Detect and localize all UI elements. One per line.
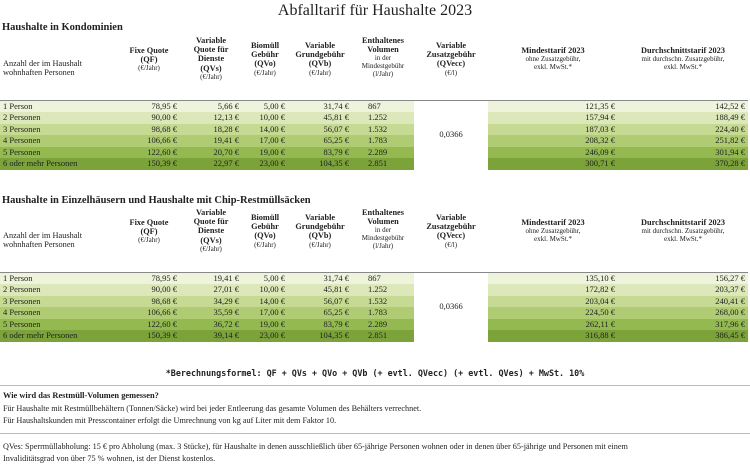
table-row	[0, 330, 748, 342]
table-row	[0, 158, 748, 170]
header-line: Fixe Quote	[129, 46, 169, 55]
header-line: (QVs)	[200, 63, 222, 73]
cell-mindesttarif: 246,09 €	[488, 147, 618, 159]
cell-persons: 1 Person	[0, 100, 118, 112]
cell-qvs: 27,01 €	[180, 284, 242, 296]
cell-durchschnittstarif: 301,94 €	[618, 147, 748, 159]
header-line: (QVo)	[254, 59, 276, 69]
header-sub-line: Mindestgebühr	[361, 234, 405, 243]
cell-mindesttarif: 208,32 €	[488, 135, 618, 147]
header-line: Enthaltenes	[362, 208, 404, 217]
header-line: Variable	[435, 41, 467, 50]
header-line: Grundgebühr	[295, 222, 345, 232]
page-title: Abfalltarif für Haushalte 2023	[277, 2, 473, 19]
tarif-table-kondominien	[0, 36, 748, 170]
header-unit: (€/Jahr)	[200, 72, 222, 81]
notes-title: Wie wird das Restmüll-Volumen gemessen?	[3, 391, 159, 400]
cell-persons: 6 oder mehr Personen	[0, 158, 118, 170]
notes-line-4: Invaliditätsgrad von über 75 % wohnen, ist der Dienst kostenlos.	[3, 454, 216, 463]
cell-persons: 6 oder mehr Personen	[0, 330, 118, 342]
cell-durchschnittstarif: 240,41 €	[618, 296, 748, 308]
header-variable-grund	[288, 36, 352, 100]
cell-volumen: 1.783	[352, 135, 414, 147]
header-sub-line: mit durchschn. Zusatzgebühr,	[641, 55, 725, 64]
cell-durchschnittstarif: 142,52 €	[618, 100, 748, 112]
table-row	[0, 124, 748, 136]
cell-persons: 4 Personen	[0, 135, 118, 147]
header-line: Quote für	[193, 217, 229, 227]
table-row	[0, 319, 748, 331]
cell-durchschnittstarif: 224,40 €	[618, 124, 748, 136]
cell-qf: 106,66 €	[118, 307, 180, 319]
cell-durchschnittstarif: 268,00 €	[618, 307, 748, 319]
cell-qvs: 36,72 €	[180, 319, 242, 331]
header-line: Gebühr	[251, 222, 279, 232]
header-variable-dienste	[180, 208, 242, 272]
cell-qvs: 39,14 €	[180, 330, 242, 342]
cell-volumen: 2.289	[352, 319, 414, 331]
header-persons	[0, 36, 118, 100]
cell-qvs: 19,41 €	[180, 135, 242, 147]
divider	[0, 385, 750, 386]
cell-qvb: 45,81 €	[288, 284, 352, 296]
header-sub-line: exkl. MwSt.*	[664, 63, 702, 72]
header-sub-line: ohne Zusatzgebühr,	[525, 227, 581, 236]
header-line: (QVecc)	[436, 231, 466, 241]
tarif-table-einzelhaeuser	[0, 208, 748, 342]
header-line: (QF)	[140, 227, 158, 237]
cell-volumen: 1.532	[352, 296, 414, 308]
cell-volumen: 2.289	[352, 147, 414, 159]
table-row	[0, 284, 748, 296]
cell-qvb: 104,35 €	[288, 158, 352, 170]
table-row	[0, 307, 748, 319]
header-line: Dienste	[197, 54, 225, 64]
cell-mindesttarif: 157,94 €	[488, 112, 618, 124]
calculation-formula: *Berechnungsformel: QF + QVs + QVo + QVb (+ evtl. QVecc) (+ evtl. QVes) + MwSt. 10%	[165, 368, 585, 378]
cell-volumen: 867	[352, 272, 414, 284]
header-line: Variable	[435, 213, 467, 222]
cell-qvs: 22,97 €	[180, 158, 242, 170]
section-heading-kondominien: Haushalte in Kondominien	[2, 22, 123, 33]
cell-volumen: 2.851	[352, 330, 414, 342]
cell-durchschnittstarif: 317,96 €	[618, 319, 748, 331]
header-line: Gebühr	[251, 50, 279, 60]
notes-line-3: QVes: Sperrmüllabholung: 15 € pro Abholung (max. 3 Stücke), für Haushalte in denen ausschließlich über 65-jährige Personen wohnen oder in denen über 65-jährige und Personen mit einem	[3, 442, 628, 451]
cell-persons: 1 Person	[0, 272, 118, 284]
cell-persons: 5 Personen	[0, 319, 118, 331]
header-persons	[0, 208, 118, 272]
cell-qvs: 20,70 €	[180, 147, 242, 159]
header-line: Biomüll	[250, 41, 280, 50]
header-durchschnittstarif	[618, 36, 748, 100]
cell-qvb: 104,35 €	[288, 330, 352, 342]
cell-persons: 4 Personen	[0, 307, 118, 319]
header-zusatz	[414, 36, 488, 100]
cell-durchschnittstarif: 386,45 €	[618, 330, 748, 342]
header-sub-line: exkl. MwSt.*	[534, 63, 572, 72]
header-unit: (€/Jahr)	[200, 244, 222, 253]
cell-qvb: 45,81 €	[288, 112, 352, 124]
cell-volumen: 867	[352, 100, 414, 112]
header-sub-line: (l/Jahr)	[372, 242, 394, 251]
header-line: Durchschnittstarif 2023	[641, 218, 725, 227]
cell-qvs: 5,66 €	[180, 100, 242, 112]
cell-qvb: 83,79 €	[288, 319, 352, 331]
header-line: Fixe Quote	[129, 218, 169, 227]
header-line: Zusatzgebühr	[426, 222, 476, 232]
header-fixe-quote	[118, 36, 180, 100]
header-zusatz	[414, 208, 488, 272]
cell-qvb: 56,07 €	[288, 296, 352, 308]
cell-qvb: 31,74 €	[288, 100, 352, 112]
header-line: Variable	[195, 36, 227, 45]
header-line: Zusatzgebühr	[426, 50, 476, 60]
header-volumen	[352, 208, 414, 272]
cell-qvs: 18,28 €	[180, 124, 242, 136]
header-unit: (€/Jahr)	[254, 68, 276, 77]
cell-mindesttarif: 224,50 €	[488, 307, 618, 319]
cell-qvo: 5,00 €	[242, 272, 288, 284]
cell-qvs: 34,29 €	[180, 296, 242, 308]
cell-qf: 78,95 €	[118, 100, 180, 112]
cell-qvb: 65,25 €	[288, 307, 352, 319]
cell-qvo: 19,00 €	[242, 147, 288, 159]
header-mindesttarif	[488, 208, 618, 272]
header-variable-dienste	[180, 36, 242, 100]
header-fixe-quote	[118, 208, 180, 272]
cell-qf: 78,95 €	[118, 272, 180, 284]
header-line: (QF)	[140, 55, 158, 65]
header-line: Quote für	[193, 45, 229, 55]
table-row	[0, 100, 748, 112]
notes-line-2: Für Haushaltskunden mit Presscontainer erfolgt die Umrechnung von kg auf Liter mit dem Faktor 10.	[3, 416, 337, 425]
header-line: (QVo)	[254, 231, 276, 241]
header-line: Anzahl der im Haushalt	[3, 58, 83, 68]
header-unit: (€/Jahr)	[138, 236, 160, 245]
cell-qvo: 10,00 €	[242, 112, 288, 124]
header-sub-line: (l/Jahr)	[372, 70, 394, 79]
cell-durchschnittstarif: 156,27 €	[618, 272, 748, 284]
cell-qf: 150,39 €	[118, 158, 180, 170]
cell-volumen: 1.783	[352, 307, 414, 319]
header-sub-line: ohne Zusatzgebühr,	[525, 55, 581, 64]
cell-mindesttarif: 121,35 €	[488, 100, 618, 112]
cell-qf: 98,68 €	[118, 124, 180, 136]
cell-durchschnittstarif: 203,37 €	[618, 284, 748, 296]
cell-qvecc: 0,0366	[414, 100, 488, 170]
cell-mindesttarif: 135,10 €	[488, 272, 618, 284]
cell-qvs: 12,13 €	[180, 112, 242, 124]
divider	[0, 433, 750, 434]
cell-qvo: 17,00 €	[242, 307, 288, 319]
header-biomuell	[242, 36, 288, 100]
cell-persons: 3 Personen	[0, 296, 118, 308]
cell-persons: 5 Personen	[0, 147, 118, 159]
cell-durchschnittstarif: 370,28 €	[618, 158, 748, 170]
cell-qf: 122,60 €	[118, 147, 180, 159]
cell-qvo: 14,00 €	[242, 124, 288, 136]
cell-durchschnittstarif: 251,82 €	[618, 135, 748, 147]
cell-qvs: 19,41 €	[180, 272, 242, 284]
cell-qvo: 10,00 €	[242, 284, 288, 296]
cell-volumen: 1.252	[352, 284, 414, 296]
cell-mindesttarif: 316,88 €	[488, 330, 618, 342]
header-sub-line: exkl. MwSt.*	[534, 235, 572, 244]
header-line: Anzahl der im Haushalt	[3, 230, 83, 240]
cell-mindesttarif: 300,71 €	[488, 158, 618, 170]
cell-persons: 2 Personen	[0, 112, 118, 124]
header-unit: (€/Jahr)	[138, 64, 160, 73]
cell-qvecc: 0,0366	[414, 272, 488, 342]
header-sub-line: mit durchschn. Zusatzgebühr,	[641, 227, 725, 236]
header-variable-grund	[288, 208, 352, 272]
cell-qf: 98,68 €	[118, 296, 180, 308]
cell-qf: 90,00 €	[118, 284, 180, 296]
notes-line-1: Für Haushalte mit Restmüllbehältern (Tonnen/Säcke) wird bei jeder Entleerung das gesamte Volumen des Behälters verrechnet.	[3, 404, 422, 413]
cell-qvs: 35,59 €	[180, 307, 242, 319]
header-line: Variable	[304, 213, 336, 222]
header-line: Enthaltenes	[362, 36, 404, 45]
cell-qf: 150,39 €	[118, 330, 180, 342]
header-mindesttarif	[488, 36, 618, 100]
header-line: Volumen	[367, 217, 399, 227]
cell-qf: 122,60 €	[118, 319, 180, 331]
cell-volumen: 2.851	[352, 158, 414, 170]
header-line: Grundgebühr	[295, 50, 345, 60]
header-sub-line: exkl. MwSt.*	[664, 235, 702, 244]
cell-volumen: 1.532	[352, 124, 414, 136]
header-unit: (€/Jahr)	[254, 240, 276, 249]
table-row	[0, 296, 748, 308]
cell-qf: 90,00 €	[118, 112, 180, 124]
header-volumen	[352, 36, 414, 100]
table-row	[0, 135, 748, 147]
cell-qvo: 14,00 €	[242, 296, 288, 308]
table-row	[0, 272, 748, 284]
cell-qvo: 23,00 €	[242, 330, 288, 342]
header-line: (QVb)	[308, 231, 332, 241]
section-heading-einzelhaeuser: Haushalte in Einzelhäusern und Haushalte mit Chip-Restmüllsäcken	[2, 195, 311, 206]
cell-persons: 3 Personen	[0, 124, 118, 136]
cell-mindesttarif: 203,04 €	[488, 296, 618, 308]
header-unit: (€/Jahr)	[309, 68, 331, 77]
header-sub-line: Mindestgebühr	[361, 62, 405, 71]
header-unit: (€/l)	[444, 68, 458, 77]
header-line: (QVecc)	[436, 59, 466, 69]
header-line: Variable	[304, 41, 336, 50]
cell-mindesttarif: 172,82 €	[488, 284, 618, 296]
header-line: Durchschnittstarif 2023	[641, 46, 725, 55]
cell-mindesttarif: 262,11 €	[488, 319, 618, 331]
cell-qvb: 83,79 €	[288, 147, 352, 159]
table-row	[0, 112, 748, 124]
header-line: (QVb)	[308, 59, 332, 69]
cell-qvo: 17,00 €	[242, 135, 288, 147]
cell-mindesttarif: 187,03 €	[488, 124, 618, 136]
cell-qvo: 23,00 €	[242, 158, 288, 170]
cell-durchschnittstarif: 188,49 €	[618, 112, 748, 124]
header-line: Dienste	[197, 226, 225, 236]
cell-qf: 106,66 €	[118, 135, 180, 147]
header-line: wohnhaften Personen	[3, 67, 75, 77]
cell-volumen: 1.252	[352, 112, 414, 124]
header-line: wohnhaften Personen	[3, 239, 75, 249]
header-line: Biomüll	[250, 213, 280, 222]
table-row	[0, 147, 748, 159]
header-line: (QVs)	[200, 235, 222, 245]
header-line: Volumen	[367, 45, 399, 55]
header-line: Mindesttarif 2023	[521, 218, 585, 227]
header-line: Variable	[195, 208, 227, 217]
header-sub-line: in der	[374, 54, 392, 63]
header-unit: (€/l)	[444, 240, 458, 249]
header-durchschnittstarif	[618, 208, 748, 272]
cell-persons: 2 Personen	[0, 284, 118, 296]
cell-qvo: 5,00 €	[242, 100, 288, 112]
header-sub-line: in der	[374, 226, 392, 235]
header-unit: (€/Jahr)	[309, 240, 331, 249]
cell-qvb: 65,25 €	[288, 135, 352, 147]
header-biomuell	[242, 208, 288, 272]
cell-qvb: 56,07 €	[288, 124, 352, 136]
cell-qvb: 31,74 €	[288, 272, 352, 284]
header-line: Mindesttarif 2023	[521, 46, 585, 55]
cell-qvo: 19,00 €	[242, 319, 288, 331]
